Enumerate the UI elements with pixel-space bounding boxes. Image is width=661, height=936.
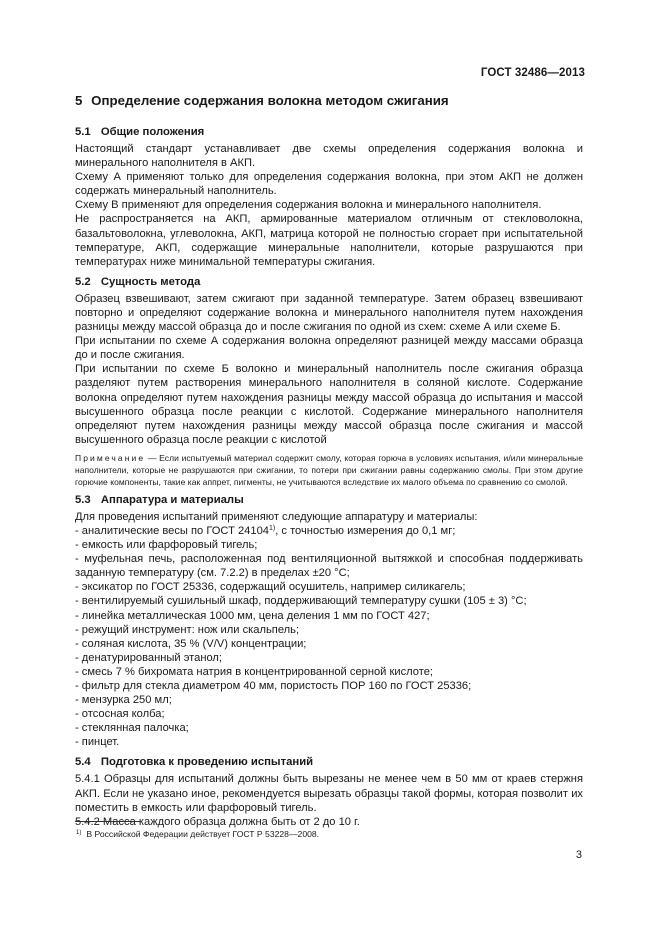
list-item: - стеклянная палочка; [75, 722, 189, 735]
footnote-text: В Российской Федерации действует ГОСТ Р 53228—2008. [86, 829, 320, 839]
subsection-number: 5.3 [75, 493, 91, 506]
paragraph: При испытании по схеме А содержания волокна определяют разницей между массами образца до и после сжигания. [75, 335, 583, 362]
subsection-title: Подготовка к проведению испытаний [100, 756, 314, 769]
note-text: — Если испытуемый материал содержит смолу, которая горюча в условиях испытания, и/или минеральные наполнители, которые не разрушаются при сжигании, то потери при сжигании равны содержанию смолы. При этом другие горючие компоненты, такие как аппрет, пигменты, не учитываются вследствие их малого объема по сравнению со смолой. [75, 452, 583, 487]
section-number: 5 [75, 93, 83, 108]
subsection-number: 5.4 [75, 756, 91, 769]
paragraph: Образец взвешивают, затем сжигают при заданной температуре. Затем образец взвешивают повторно и определяют содержание волокна и минерального наполнителя путем нахождения разницы между массой образца до и после сжигания по одной из схем: схеме А или схеме Б. [75, 292, 583, 334]
footnote-divider [75, 821, 141, 822]
section-title: Определение содержания волокна методом сжигания [91, 93, 449, 108]
list-item: - емкость или фарфоровый тигель; [75, 539, 258, 552]
paragraph: 5.4.1 Образцы для испытаний должны быть вырезаны не менее чем в 50 мм от краев стержня АКП. Если не указано иное, рекомендуется вырезать образцы такой формы, которая позволит их поместить в емкость или фарфоровый тигель. [75, 773, 583, 814]
list-item: - пинцет. [75, 736, 120, 749]
list-item: - муфельная печь, расположенная под вентиляционной вытяжкой и способная поддерживать заданную температуру (см. 7.2.2) в пределах ±20 °С; [75, 553, 583, 580]
footnote-reference: 1) [268, 524, 276, 532]
subsection-5-2-heading [75, 275, 583, 289]
subsection-title: Общие положения [100, 126, 205, 138]
list-item-text: , с точностью измерения до 0,1 мг; [275, 524, 456, 537]
page-number: 3 [575, 849, 582, 861]
note [75, 452, 583, 488]
list-item-text: - аналитические весы по ГОСТ 24104 [75, 524, 269, 537]
list-item: - линейка металлическая 1000 мм, цена деления 1 мм по ГОСТ 427; [75, 609, 430, 622]
list-item: - мензурка 250 мл; [75, 694, 172, 707]
list-item: - соляная кислота, 35 % (V/V) концентрации; [75, 637, 307, 650]
list-item: - эксикатор по ГОСТ 25336, содержащий осушитель, например силикагель; [75, 581, 466, 594]
subsection-number: 5.2 [75, 275, 91, 288]
note-label: Примечание [75, 452, 146, 463]
section-5-heading [75, 93, 583, 109]
list-item: - фильтр для стекла диаметром 40 мм, пористость ПОР 160 по ГОСТ 25336; [75, 680, 472, 692]
paragraph: При испытании по схеме Б волокно и минеральный наполнитель после сжигания образца разделяют путем растворения минерального наполнителя в соляной кислоте. Содержание волокна определяют путем нахождения разницы между массой образца до испытания и массой высушенного образца после реакции с кислотой. Содержание минерального наполнителя определяют путем нахождения разницы между массой образца после сжигания и массой высушенного образца после реакции с кислотой [75, 363, 583, 446]
list-item: - смесь 7 % бихромата натрия в концентрированной серной кислоте; [75, 665, 434, 678]
main-text [75, 93, 583, 829]
footnote [76, 828, 319, 840]
paragraph: Схему В применяют для определения содержания волокна и минерального наполнителя. [75, 199, 542, 212]
subsection-title: Сущность метода [100, 275, 201, 288]
paragraph: 5.4.2 Масса каждого образца должна быть от 2 до 10 г. [75, 815, 360, 828]
list-item: - режущий инструмент: нож или скальпель; [75, 623, 300, 636]
standard-code: ГОСТ 32486—2013 [480, 67, 585, 79]
footnote-mark: 1) [76, 830, 82, 836]
paragraph: Схему А применяют только для определения содержания волокна, при этом АКП не должен содержать минеральный наполнитель. [75, 171, 583, 198]
list-item: - вентилируемый сушильный шкаф, поддерживающий температуру сушки (105 ± 3) °С; [75, 595, 527, 608]
paragraph: Для проведения испытаний применяют следующие аппаратуру и материалы: [75, 510, 478, 523]
subsection-number: 5.1 [75, 126, 91, 138]
subsection-5-3-heading [75, 493, 583, 507]
list-item: - денатурированный этанол; [75, 651, 223, 664]
subsection-5-1-heading [75, 125, 583, 139]
subsection-title: Аппаратура и материалы [100, 493, 244, 506]
list-item: - отсосная колба; [75, 708, 165, 721]
paragraph: Настоящий стандарт устанавливает две схемы определения содержания волокна и минерального наполнителя в АКП. [75, 143, 583, 170]
list-item [75, 524, 583, 538]
paragraph: Не распространяется на АКП, армированные материалом отличным от стекловолокна, базальтоволокна, углеволокна, АКП, матрица которой не полностью сгорает при испытательной температуре, АКП, содержащие минеральные наполнители, которые разрушаются при температурах ниже минимальной температуры сжигания. [75, 213, 583, 268]
subsection-5-4-heading [75, 755, 583, 769]
